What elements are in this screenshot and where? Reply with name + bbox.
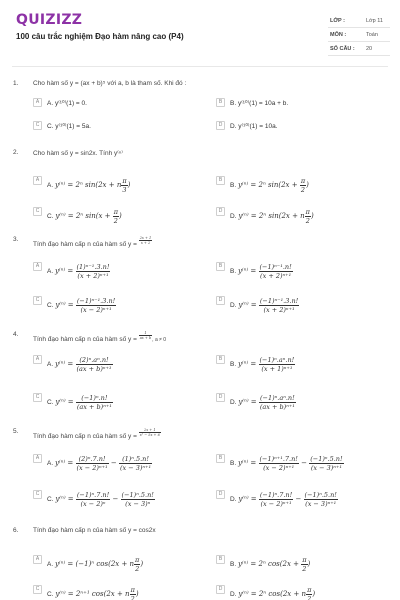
option-letter: B. [230, 182, 237, 190]
option-letter-box: D [216, 490, 225, 499]
option-letter: B. [230, 561, 237, 569]
option-formula: y⁽ⁿ⁾ = 2ⁿ cos(2x + [237, 560, 302, 569]
meta-key: SỐ CÂU : [330, 46, 355, 52]
fraction: $\frac{\text{(−1)ⁿ.aⁿ.n!}}{\text{(ax + b)ⁿ⁺¹}}$ [259, 394, 295, 411]
option-letter: B. [230, 361, 237, 369]
question-text: Tính đạo hàm cấp n của hàm số y = cos2x [33, 527, 156, 534]
option-letter: A. [47, 268, 54, 276]
option-formula: y⁽ⁿ⁾ = [54, 360, 76, 369]
fraction: $\frac{\pi}{2}$ [135, 556, 140, 573]
fraction: $\frac{\text{(−1)ⁿ⁻¹.3.n!}}{\text{(x − 2)ⁿ⁺¹}}$ [76, 297, 116, 314]
option-letter: A. [47, 361, 54, 369]
option-formula: y⁽ⁿ⁾ = [237, 459, 259, 468]
question-number: 4. [13, 331, 19, 338]
question-text: Tính đạo hàm cấp n của hàm số y = $\frac{1}{ax + b}$ , a ≠ 0 [33, 331, 167, 343]
option-letter-box: A [33, 176, 42, 185]
page-header [0, 0, 400, 66]
option-formula: y⁽ⁿ⁾ = [55, 398, 76, 407]
fraction: $\frac{\text{(−1)ⁿ⁺¹.7.n!}}{\text{(x − 2)ⁿ⁺¹}}$ [259, 455, 298, 472]
page-title: 100 câu trắc nghiệm Đạo hàm nâng cao (P4) [16, 32, 184, 41]
meta-value: Lớp 11 [366, 18, 383, 24]
fraction: $\frac{\text{(2)ⁿ.aⁿ.n!}}{\text{(ax + b)ⁿ⁺¹}}$ [76, 356, 112, 373]
fraction: $\frac{\text{(1)ⁿ.5.n!}}{\text{(x − 3)ⁿ⁺¹}}$ [119, 455, 152, 472]
option-letter-box: A [33, 454, 42, 463]
fraction: $\frac{\text{(−1)ⁿ.aⁿ.n!}}{\text{(x + 1)ⁿ⁺¹}}$ [259, 356, 295, 373]
option-letter-box: C [33, 296, 42, 305]
question-fraction: $\frac{1}{ax + b}$ [139, 331, 152, 340]
option-letter-box: A [33, 555, 42, 564]
option-letter: C. [47, 213, 54, 221]
option-formula: y⁽ⁿ⁾ = [238, 301, 259, 310]
meta-row-count [328, 42, 390, 56]
fraction: $\frac{\pi}{2}$ [130, 586, 135, 600]
question-number: 5. [13, 428, 19, 435]
fraction: $\frac{\text{(−1)ⁿ.5.n!}}{\text{(x − 3)ⁿ}}$ [121, 491, 154, 508]
option-formula: y⁽ⁿ⁾ = [238, 398, 259, 407]
fraction: $\frac{\text{(−1)ⁿ.7.n!}}{\text{(x − 2)ⁿ⁺¹}}$ [259, 491, 293, 508]
option-formula: y⁽ⁿ⁾ = [237, 360, 259, 369]
fraction: $\frac{\text{(−1)ⁿ⁻¹.n!}}{\text{(x + 2)ⁿ⁺¹}}$ [259, 263, 292, 280]
meta-row-class [328, 14, 390, 28]
option-letter: D. [230, 213, 237, 221]
fraction: $\frac{\text{(−1)ⁿ.7.n!}}{\text{(x − 2)ⁿ}}$ [76, 491, 110, 508]
option-letter-box: D [216, 393, 225, 402]
option-letter-box: B [216, 262, 225, 271]
quizizz-logo: QUIZIZZ [16, 12, 83, 28]
fraction: $\frac{\text{(2)ⁿ.7.n!}}{\text{(x − 2)ⁿ⁺¹}}$ [76, 455, 108, 472]
question-text: Tính đạo hàm cấp n của hàm số y = $\frac{2x + 1}{\text{x² − 5x + 6}}$ [33, 428, 160, 440]
option-letter: B. [230, 460, 237, 468]
fraction: $\frac{\pi}{2}$ [113, 208, 118, 225]
option-letter-box: B [216, 176, 225, 185]
option-formula: y⁽ⁿ⁾ = 2ⁿ⁺¹ cos(2x + n [55, 590, 130, 599]
question-number: 2. [13, 149, 19, 156]
fraction: $\frac{\text{(−1)ⁿ⁻¹.3.n!}}{\text{(x + 2)ⁿ⁺¹}}$ [259, 297, 299, 314]
option-letter-box: B [216, 355, 225, 364]
fraction: $\frac{\text{(−1)ⁿ.5.n!}}{\text{(x − 3)ⁿ⁺¹}}$ [310, 455, 343, 472]
option-letter-box: D [216, 585, 225, 594]
fraction: $\frac{\pi}{2}$ [307, 586, 312, 600]
question-number: 3. [13, 236, 19, 243]
option-letter-box: B [216, 454, 225, 463]
option-letter: A. [47, 460, 54, 468]
meta-row-subject [328, 28, 390, 42]
question-text: Cho hàm số y = (ax + b)⁵ với a, b là tham số. Khi đó : [33, 80, 187, 87]
fraction: $\frac{\pi}{2}$ [305, 208, 310, 225]
option-letter: B. [230, 268, 237, 276]
question-text: Cho hàm số y = sin2x. Tính y⁽ⁿ⁾ [33, 150, 123, 157]
question-number: 1. [13, 80, 19, 87]
option-letter-box: B [216, 98, 225, 107]
meta-key: LỚP : [330, 18, 345, 24]
fraction: $\frac{\text{(−1)ⁿ.n!}}{\text{(ax + b)ⁿ⁺¹}}$ [76, 394, 112, 411]
option-letter-box: A [33, 98, 42, 107]
option-formula: y⁽ⁿ⁾ = [55, 301, 76, 310]
option-formula: y⁽ⁿ⁾ = 2ⁿ sin(x + [55, 212, 113, 221]
option-letter: C. [47, 591, 54, 599]
option-formula: y⁽ⁿ⁾ = [237, 267, 259, 276]
option-text: D. y⁽¹⁰⁾(1) = 10a. [230, 123, 278, 130]
option-letter: D. [230, 399, 237, 407]
option-letter-box: A [33, 355, 42, 364]
option-letter-box: C [33, 585, 42, 594]
question-number: 6. [13, 527, 19, 534]
option-formula: y⁽ⁿ⁾ = [54, 459, 76, 468]
option-letter: D. [230, 591, 237, 599]
question-text: Tính đạo hàm cấp n của hàm số y = $\frac{2x + 1}{x + 2}$ [33, 236, 152, 248]
option-letter-box: B [216, 555, 225, 564]
option-letter: C. [47, 302, 54, 310]
option-letter-box: C [33, 393, 42, 402]
option-letter: D. [230, 302, 237, 310]
option-text: B. y⁽¹⁰⁾(1) = 10a + b. [230, 100, 289, 107]
fraction: $\frac{\pi}{2}$ [302, 556, 307, 573]
option-formula: y⁽ⁿ⁾ = (−1)ⁿ cos(2x + n [54, 560, 135, 569]
option-formula: y⁽ⁿ⁾ = 2ⁿ sin(2x + n [238, 212, 305, 221]
option-formula: y⁽ⁿ⁾ = [55, 495, 76, 504]
header-divider [12, 66, 388, 67]
meta-value: 20 [366, 46, 373, 52]
option-text: C. y⁽¹⁰⁾(1) = 5a. [47, 123, 91, 130]
option-letter: D. [230, 496, 237, 504]
question-fraction: $\frac{2x + 1}{\text{x² − 5x + 6}}$ [139, 428, 160, 437]
option-letter-box: D [216, 207, 225, 216]
option-letter-box: C [33, 207, 42, 216]
option-formula: y⁽ⁿ⁾ = 2ⁿ cos(2x + n [238, 590, 307, 599]
option-letter-box: C [33, 490, 42, 499]
option-letter-box: D [216, 296, 225, 305]
option-formula: y⁽ⁿ⁾ = 2ⁿ sin(2x + [237, 181, 300, 190]
option-formula: y⁽ⁿ⁾ = [54, 267, 76, 276]
fraction: $\frac{\text{(1)ⁿ⁻¹.3.n!}}{\text{(x + 2)ⁿ⁺¹}}$ [76, 263, 110, 280]
option-text: A. y⁽¹⁰⁾(1) = 0. [47, 100, 87, 107]
option-letter: C. [47, 496, 54, 504]
question-fraction: $\frac{2x + 1}{x + 2}$ [139, 236, 152, 245]
meta-value: Toán [366, 32, 378, 38]
option-letter-box: C [33, 121, 42, 130]
option-letter-box: D [216, 121, 225, 130]
meta-key: MÔN : [330, 32, 347, 38]
meta-table [328, 14, 390, 56]
option-letter-box: A [33, 262, 42, 271]
fraction: $\frac{\pi}{2}$ [300, 177, 306, 194]
fraction: $\frac{\text{(−1)ⁿ.5.n!}}{\text{(x − 3)ⁿ⁺¹}}$ [304, 491, 337, 508]
option-formula: y⁽ⁿ⁾ = [238, 495, 259, 504]
option-letter: A. [47, 182, 54, 190]
fraction: $\frac{\pi}{3}$ [122, 177, 127, 194]
option-formula: y⁽ⁿ⁾ = 2ⁿ sin(2x + n [54, 181, 122, 190]
option-letter: A. [47, 561, 54, 569]
option-letter: C. [47, 399, 54, 407]
